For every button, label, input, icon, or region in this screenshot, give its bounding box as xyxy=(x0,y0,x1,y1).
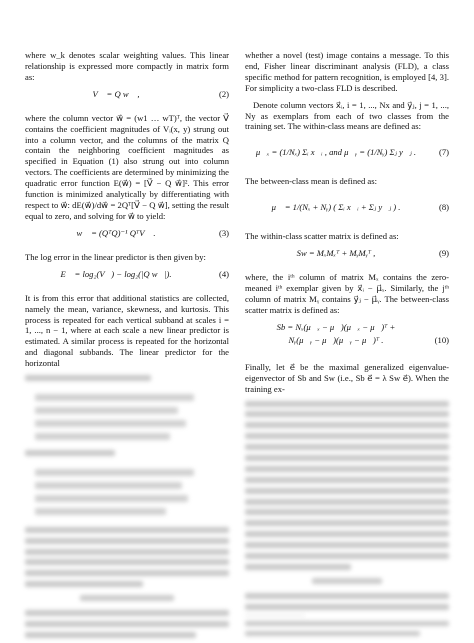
paragraph: The log error in the linear predictor is then given by: xyxy=(25,251,206,262)
paragraph: Finally, let e⃗ be the maximal generalized eigenvalue-eigenvector of Sb and Sw (i.e., Sb e⃗ = λ Sw e⃗). When the training ex- xyxy=(245,361,449,394)
equation-3 xyxy=(25,228,229,246)
paragraph: whether a novel (test) image contains a message. To this end, Fisher linear discriminant analysis (FLD), a class specific method for pattern recognition, is employed [4, 3]. For simplicity a two-class FLD is described. xyxy=(245,50,449,93)
paragraph: It is from this error that additional statistics are collected, namely the mean, variance, skewness, and kurtosis. This process is repeated for each vertical subband at scales i = 1, ..., n − 1, where at each scale a new linear predictor is estimated. A similar process is repeated for the horizontal and diagonal subbands. The linear predictor for the horizontal xyxy=(25,292,229,369)
equation-expression: Sb = Nₓ(μ⃗ₓ − μ⃗)(μ⃗ₓ − μ⃗)ᵀ + xyxy=(276,321,396,332)
equation-number: (4) xyxy=(218,268,229,279)
equation-expression: μ⃗ = 1/(Nₓ + Nᵧ) ( Σᵢ x⃗ᵢ + Σⱼ y⃗ⱼ ) . xyxy=(271,202,401,213)
equation-9 xyxy=(245,248,449,266)
equation-expression: E⃗ = log₂(V⃗) − log₂(|Q w⃗|). xyxy=(60,268,172,279)
left-column xyxy=(25,50,229,643)
blurred-region xyxy=(25,375,229,638)
equation-expression: μ⃗ₓ = (1/Nₓ) Σᵢ x⃗ᵢ , and μ⃗ᵧ = (1/Nᵧ) Σⱼ y⃗ⱼ . xyxy=(255,147,417,158)
equation-number: (7) xyxy=(438,147,449,158)
blurred-region xyxy=(245,401,449,636)
equation-expression: V⃗ = Q w⃗ , xyxy=(92,88,140,99)
right-column xyxy=(245,50,449,640)
equation-expression-continued: Nᵧ(μ⃗ᵧ − μ⃗)(μ⃗ᵧ − μ⃗)ᵀ . xyxy=(288,334,384,345)
equation-expression: w⃗ = (QᵀQ)⁻¹ QᵀV⃗ . xyxy=(76,227,156,238)
equation-expression: Sw = MₓMₓᵀ + MᵧMᵧᵀ , xyxy=(296,248,376,259)
equation-number: (9) xyxy=(438,248,449,259)
equation-4 xyxy=(25,269,229,287)
equation-7 xyxy=(245,138,449,170)
paragraph: The within-class scatter matrix is defined as: xyxy=(245,231,399,242)
equation-number: (2) xyxy=(218,88,229,99)
equation-number: (8) xyxy=(438,202,449,213)
equation-8 xyxy=(245,193,449,225)
equation-2 xyxy=(25,89,229,107)
equation-number: (10) xyxy=(434,334,449,345)
paragraph: where, the iᵗʰ column of matrix Mₓ contains the zero-meaned iᵗʰ exemplar given by x⃗ᵢ − μ⃗ₓ. Similarly, the jᵗʰ column of matrix Mᵧ contains y⃗ⱼ − μ⃗ᵧ. The between-class scatter matrix is defined as: xyxy=(245,272,449,315)
equation-number: (3) xyxy=(218,227,229,238)
paragraph: The between-class mean is defined as: xyxy=(245,176,377,187)
paragraph: where w_k denotes scalar weighting values. This linear relationship is expressed more compactly in matrix form as: xyxy=(25,50,229,82)
equation-10 xyxy=(245,322,449,356)
paragraph: where the column vector w⃗ = (w1 … wT)ᵀ, the vector V⃗ contains the coefficient magnitudes of Vᵢ(x, y) strung out into a column vector, and the columns of the matrix Q contain the neighboring coefficient magnitudes as specified in Equation (1) also strung out into column vectors. The coefficients are determined by minimizing the quadratic error function E(w⃗) = [V⃗ − Q w⃗]². This error function is minimized analytically by differentiating with respect to w⃗: dE(w⃗)/dw⃗ = 2Qᵀ[V⃗ − Q w⃗], setting the result equal to zero, and solving for w⃗ to yield: xyxy=(25,112,229,221)
paragraph: Denote column vectors x⃗ᵢ, i = 1, ..., Nx and y⃗ⱼ, j = 1, ..., Ny as exemplars from each of two classes from the training set. The within-class means are defined as: xyxy=(245,99,449,132)
